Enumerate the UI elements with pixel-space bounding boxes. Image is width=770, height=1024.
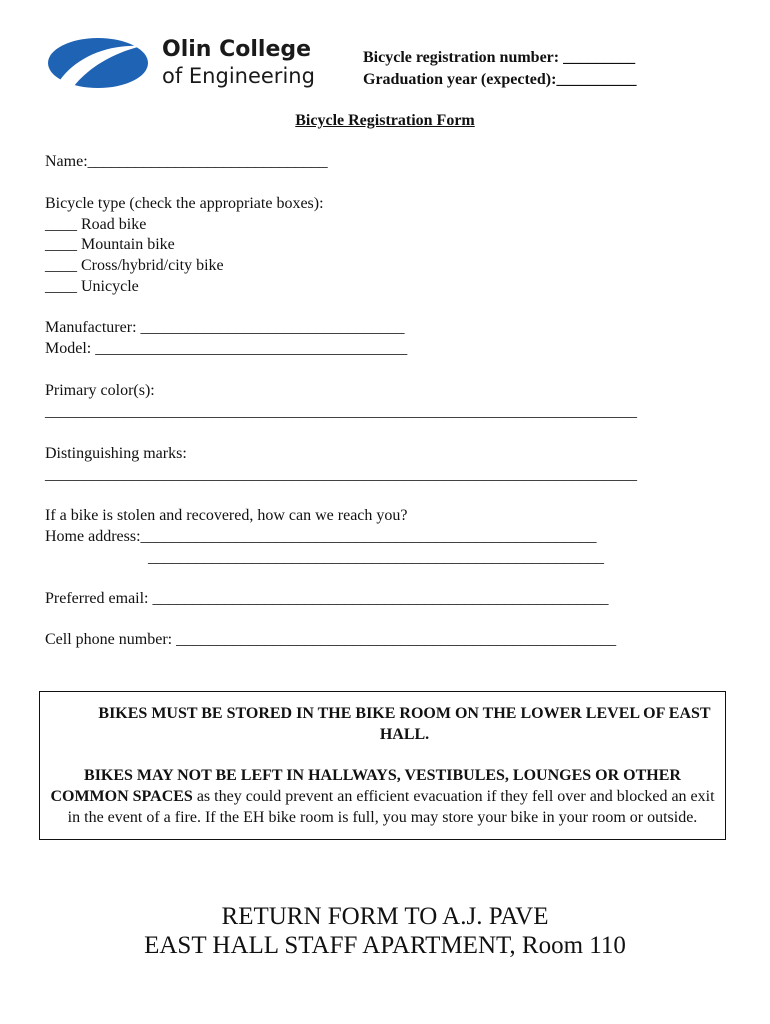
contact-prompt: If a bike is stolen and recovered, how can we reach you? [45, 507, 408, 524]
storage-notice-box [39, 691, 726, 840]
logo-text-line2: of Engineering [162, 64, 315, 88]
home-address-line2[interactable]: _________________________________________________________ [148, 549, 604, 566]
olin-logo [46, 36, 316, 92]
form-title: Bicycle Registration Form [295, 112, 475, 129]
logo-text-line1: Olin College [162, 37, 312, 62]
name-field[interactable]: Name:______________________________ [45, 153, 328, 170]
storage-rule-text: BIKES MUST BE STORED IN THE BIKE ROOM ON THE LOWER LEVEL OF EAST HALL. [98, 705, 711, 743]
primary-color-label: Primary color(s): [45, 382, 155, 399]
prohibition-text [40, 745, 725, 828]
manufacturer-field[interactable]: Manufacturer: _________________________________ [45, 319, 405, 336]
preferred-email-field[interactable]: Preferred email: _________________________________________________________ [45, 590, 609, 607]
distinguishing-marks-label: Distinguishing marks: [45, 445, 187, 462]
olin-logo-mark-icon [46, 36, 150, 90]
bicycle-type-unicycle-option[interactable]: ____ Unicycle [45, 278, 139, 295]
bicycle-type-mountain-option[interactable]: ____ Mountain bike [45, 236, 175, 253]
model-field[interactable]: Model: _______________________________________ [45, 340, 408, 357]
prohibition-bold-text: BIKES MAY NOT BE LEFT IN HALLWAYS, VESTIBULES, LOUNGES OR OTHER COMMON SPACES [50, 767, 681, 805]
prohibition-rest-text: as they could prevent an efficient evacuation if they fell over and blocked an exit in the event of a fire. If the EH bike room is full, you may store your bike in your room or outside. [67, 788, 715, 826]
cell-phone-field[interactable]: Cell phone number: _______________________________________________________ [45, 631, 617, 648]
registration-number-field[interactable]: Bicycle registration number: _________ [363, 49, 636, 66]
bicycle-type-road-option[interactable]: ____ Road bike [45, 216, 147, 233]
bicycle-type-label: Bicycle type (check the appropriate boxes): [45, 195, 324, 212]
home-address-field[interactable]: Home address:_________________________________________________________ [45, 528, 597, 545]
bicycle-type-hybrid-option[interactable]: ____ Cross/hybrid/city bike [45, 257, 224, 274]
return-instruction-line2: EAST HALL STAFF APARTMENT, Room 110 [144, 932, 626, 959]
distinguishing-marks-line[interactable]: __________________________________________________________________________ [45, 466, 637, 483]
graduation-year-field[interactable]: Graduation year (expected):__________ [363, 71, 637, 88]
primary-color-line[interactable]: __________________________________________________________________________ [45, 403, 637, 420]
return-instruction-line1: RETURN FORM TO A.J. PAVE [221, 903, 549, 930]
